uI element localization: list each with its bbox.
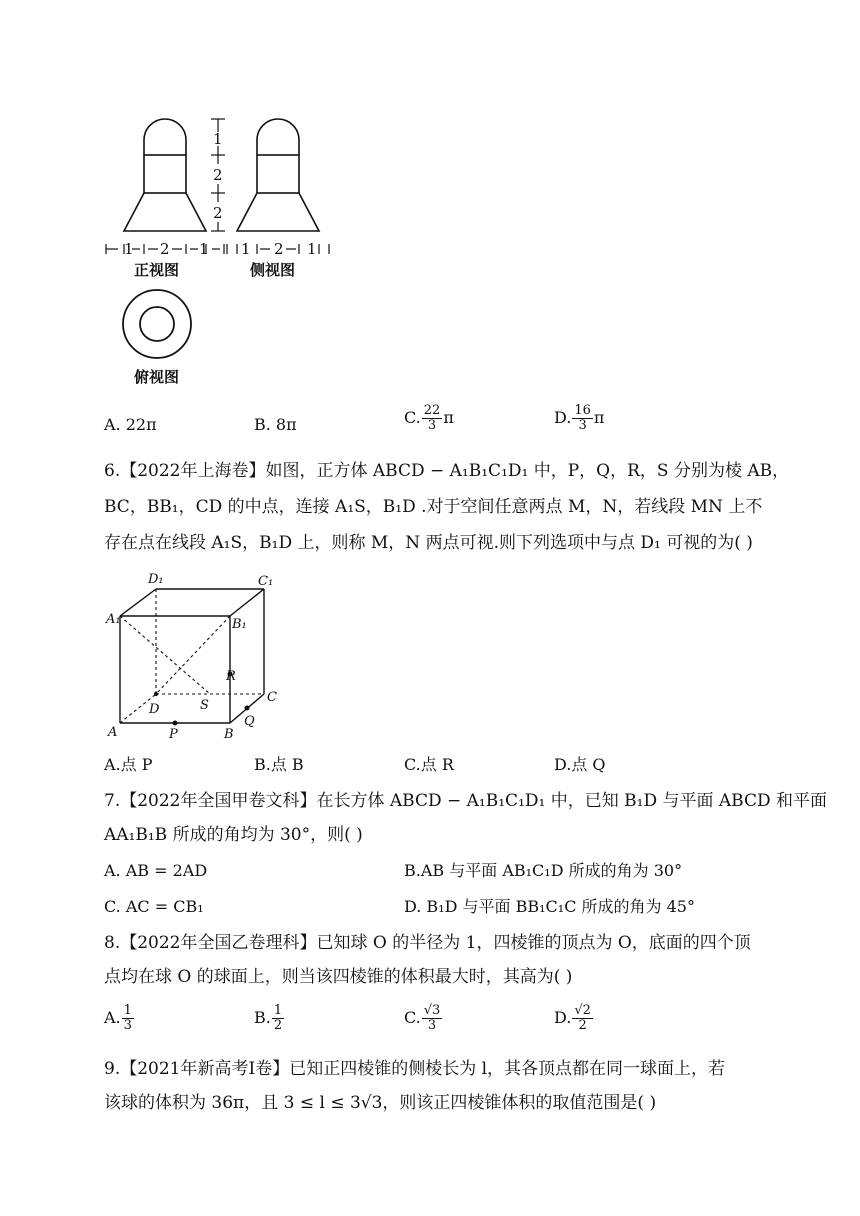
vertical-dim-labels	[213, 130, 223, 222]
q8-option-a-fraction	[122, 1004, 134, 1033]
fraction-numerator: √3	[423, 1003, 441, 1018]
vertical-dim-2: 2	[213, 166, 223, 184]
front-view-label: 正视图	[134, 261, 180, 279]
label-d: D	[149, 702, 160, 717]
q5-option-d-fraction	[572, 404, 593, 433]
fraction-denominator: 3	[427, 1018, 437, 1033]
front-dim-1: 1	[124, 240, 134, 258]
point-q	[245, 706, 250, 711]
q8-option-c-prefix: C.	[404, 1008, 421, 1027]
q8-option-b-prefix: B.	[254, 1008, 271, 1027]
q8-line-2: 点均在球 O 的球面上，则当该四棱锥的体积最大时，其高为( )	[104, 967, 573, 987]
fraction-numerator: 16	[574, 403, 591, 418]
front-view	[124, 119, 206, 231]
side-dim-3: 1	[307, 240, 317, 258]
fraction-numerator: 22	[423, 403, 441, 418]
front-dim-3: 1	[199, 240, 209, 258]
label-b: B	[224, 727, 234, 742]
q6-line-1: 6.【2022年上海卷】如图，正方体 ABCD − A₁B₁C₁D₁ 中，P，Q，R，S 分别为棱 AB，	[104, 461, 790, 481]
edge-a1d1	[120, 589, 156, 616]
q7-option-b[interactable]: B.AB 与平面 AB₁C₁D 所成的角为 30°	[404, 861, 683, 880]
three-view-figure	[100, 112, 350, 392]
side-dim-labels	[241, 240, 317, 258]
side-dim-2: 2	[274, 240, 284, 258]
q7-option-d[interactable]: D. B₁D 与平面 BB₁C₁C 所成的角为 45°	[404, 897, 695, 916]
fraction-numerator: √2	[574, 1003, 591, 1018]
point-p	[173, 721, 178, 726]
q5-option-d-suffix: π	[593, 408, 605, 427]
q6-line-3: 存在点在线段 A₁S，B₁D 上，则称 M，N 两点可视.则下列选项中与点 D₁ 可视的为( )	[104, 533, 753, 553]
q6-option-d[interactable]: D.点 Q	[554, 755, 606, 774]
q5-option-c-fraction	[422, 404, 443, 433]
q8-option-b[interactable]	[254, 1004, 285, 1033]
fraction-denominator: 3	[427, 418, 437, 433]
q7-option-c[interactable]: C. AC = CB₁	[104, 897, 204, 916]
q7-line-2: AA₁B₁B 所成的角均为 30°，则( )	[104, 825, 363, 845]
front-dim-2: 2	[160, 240, 170, 258]
point-d	[154, 692, 158, 696]
label-a1: A₁	[106, 612, 121, 627]
side-dim-1: 1	[241, 240, 251, 258]
side-view	[237, 119, 319, 231]
q7-option-a[interactable]: A. AB = 2AD	[104, 861, 208, 880]
q9-line-2: 该球的体积为 36π，且 3 ≤ l ≤ 3√3，则该正四棱锥体积的取值范围是( )	[104, 1093, 657, 1113]
label-c1: C₁	[258, 574, 274, 589]
q5-option-d[interactable]	[554, 404, 604, 433]
q5-option-c[interactable]	[404, 404, 454, 433]
label-s: S	[200, 698, 209, 713]
side-view-label: 侧视图	[250, 261, 296, 279]
q5-option-a[interactable]: A. 22π	[104, 415, 157, 434]
segment-a1s	[120, 616, 210, 694]
label-q: Q	[244, 714, 255, 729]
fraction-denominator: 2	[578, 1018, 587, 1033]
label-a: A	[108, 725, 118, 740]
q9-line-1: 9.【2021年新高考Ⅰ卷】已知正四棱锥的侧棱长为 l，其各顶点都在同一球面上，若	[104, 1059, 726, 1079]
edge-b1c1	[230, 589, 264, 616]
label-p: P	[169, 727, 178, 742]
label-d1: D₁	[148, 572, 164, 587]
vertical-dim-3: 2	[213, 204, 223, 222]
vertical-dim-1: 1	[213, 130, 223, 148]
q5-option-b[interactable]: B. 8π	[254, 415, 297, 434]
fraction-numerator: 1	[273, 1003, 283, 1018]
fraction-denominator: 3	[578, 418, 587, 433]
top-view-label: 俯视图	[134, 368, 180, 386]
q8-option-d[interactable]	[554, 1004, 594, 1033]
q8-option-d-prefix: D.	[554, 1008, 572, 1027]
q8-line-1: 8.【2022年全国乙卷理科】已知球 O 的半径为 1，四棱锥的顶点为 O，底面的四个顶	[104, 933, 751, 953]
q8-option-d-fraction	[572, 1004, 593, 1033]
q5-option-d-prefix: D.	[554, 408, 572, 427]
fraction-denominator: 2	[273, 1018, 283, 1033]
q6-option-c[interactable]: C.点 R	[404, 755, 454, 774]
q6-option-a[interactable]: A.点 P	[104, 755, 153, 774]
fraction-denominator: 3	[123, 1018, 132, 1033]
q8-option-a-prefix: A.	[104, 1008, 121, 1027]
label-c: C	[267, 690, 277, 705]
q5-option-c-prefix: C.	[404, 408, 421, 427]
q8-option-c[interactable]	[404, 1004, 443, 1033]
top-view	[123, 290, 191, 358]
label-b1: B₁	[232, 617, 247, 632]
q6-option-b[interactable]: B.点 B	[254, 755, 304, 774]
q8-option-c-fraction	[422, 1004, 443, 1033]
q5-option-c-suffix: π	[443, 408, 454, 427]
fraction-numerator: 1	[123, 1003, 132, 1018]
q7-line-1: 7.【2022年全国甲卷文科】在长方体 ABCD − A₁B₁C₁D₁ 中，已知 B₁D 与平面 ABCD 和平面	[104, 791, 828, 811]
label-r: R	[226, 669, 236, 684]
q8-option-a[interactable]	[104, 1004, 135, 1033]
q8-option-b-fraction	[272, 1004, 284, 1033]
segment-b1d	[156, 616, 230, 694]
q6-line-2: BC，BB₁，CD 的中点，连接 A₁S，B₁D .对于空间任意两点 M，N，若线段 MN 上不	[104, 497, 763, 517]
cube-figure	[104, 566, 284, 746]
